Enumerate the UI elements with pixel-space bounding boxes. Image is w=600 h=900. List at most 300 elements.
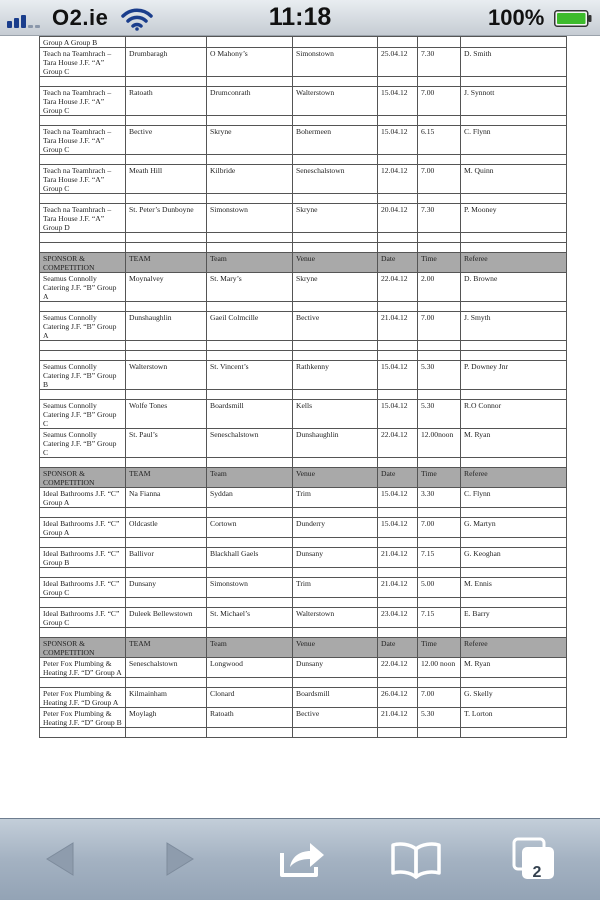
cell-opponent: Seneschalstown [207, 429, 293, 458]
cell-time: 7.00 [418, 688, 461, 708]
empty-cell [293, 628, 378, 638]
cell-venue: Kells [293, 400, 378, 429]
cell-referee: P. Downey Jnr [461, 361, 567, 390]
cell-referee: C. Flynn [461, 488, 567, 508]
header-cell-competition: SPONSOR & COMPETITION [40, 253, 126, 273]
cell-opponent: Boardsmill [207, 400, 293, 429]
back-button[interactable] [30, 833, 90, 885]
empty-cell [378, 538, 418, 548]
cell-referee: M. Quinn [461, 165, 567, 194]
cell-opponent: Blackhall Gaels [207, 548, 293, 568]
empty-cell [461, 243, 567, 253]
cell-opponent: Cortown [207, 518, 293, 538]
empty-cell [293, 568, 378, 578]
empty-cell [126, 116, 207, 126]
table-spacer-row [40, 77, 567, 87]
cell-time: 5.30 [418, 708, 461, 728]
table-row [40, 658, 567, 678]
empty-cell [126, 568, 207, 578]
cell-venue: Rathkenny [293, 361, 378, 390]
cell-team: St. Paul’s [126, 429, 207, 458]
fixtures-table [39, 36, 567, 738]
empty-cell [378, 728, 418, 738]
header-cell-referee: Referee [461, 638, 567, 658]
empty-cell [461, 458, 567, 468]
empty-cell [207, 728, 293, 738]
empty-cell [126, 678, 207, 688]
header-cell-competition: SPONSOR & COMPETITION [40, 638, 126, 658]
cell-time: 6.15 [418, 126, 461, 155]
cell-team: Ratoath [126, 87, 207, 116]
empty-cell [40, 77, 126, 87]
empty-cell [207, 302, 293, 312]
empty-cell [207, 155, 293, 165]
empty-cell [207, 508, 293, 518]
cell-date: 26.04.12 [378, 688, 418, 708]
empty-cell [461, 302, 567, 312]
empty-cell [418, 678, 461, 688]
cell-time: 5.30 [418, 400, 461, 429]
table-row [40, 578, 567, 598]
empty-cell [207, 678, 293, 688]
empty-cell [461, 77, 567, 87]
header-cell-date: Date [378, 638, 418, 658]
empty-cell [418, 233, 461, 243]
cell-team: Seneschalstown [126, 658, 207, 678]
empty-cell [40, 155, 126, 165]
empty-cell [40, 678, 126, 688]
empty-cell [126, 390, 207, 400]
empty-cell [418, 341, 461, 351]
cell-team: Wolfe Tones [126, 400, 207, 429]
cell-competition: Ideal Bathrooms J.F. “C” Group C [40, 608, 126, 628]
table-row [40, 548, 567, 568]
table-row [40, 400, 567, 429]
tab-count-badge: 2 [532, 864, 542, 881]
cell-time: 7.30 [418, 48, 461, 77]
empty-cell [40, 341, 126, 351]
cell-time: 7.00 [418, 87, 461, 116]
cell-time: 7.30 [418, 204, 461, 233]
empty-cell [461, 538, 567, 548]
document-viewer[interactable] [0, 36, 600, 818]
cell-venue: Simonstown [293, 48, 378, 77]
empty-cell [40, 538, 126, 548]
table-spacer-row [40, 458, 567, 468]
cell-competition: Teach na Teamhrach – Tara House J.F. “A” Group C [40, 48, 126, 77]
empty-cell [207, 243, 293, 253]
empty-cell [293, 728, 378, 738]
empty-cell [40, 728, 126, 738]
table-row [40, 488, 567, 508]
empty-cell [461, 728, 567, 738]
table-spacer-row [40, 678, 567, 688]
empty-cell [378, 116, 418, 126]
cell-team: Moynalvey [126, 273, 207, 302]
empty-cell [207, 116, 293, 126]
cell-date: 15.04.12 [378, 488, 418, 508]
empty-cell [293, 351, 378, 361]
empty-cell [378, 390, 418, 400]
empty-cell [378, 678, 418, 688]
table-row [40, 688, 567, 708]
table-spacer-row [40, 568, 567, 578]
empty-cell [126, 77, 207, 87]
empty-cell [207, 598, 293, 608]
table-spacer-row [40, 302, 567, 312]
empty-cell [126, 728, 207, 738]
carrier-name: O2.ie [52, 5, 109, 30]
cell-venue: Trim [293, 488, 378, 508]
empty-cell [418, 351, 461, 361]
empty-cell [293, 458, 378, 468]
cell-referee: J. Smyth [461, 312, 567, 341]
cell-referee: M. Ennis [461, 578, 567, 598]
empty-cell [40, 568, 126, 578]
header-cell-venue: Venue [293, 253, 378, 273]
cell-date: 25.04.12 [378, 48, 418, 77]
empty-cell [378, 598, 418, 608]
empty-cell [207, 351, 293, 361]
cell-opponent [207, 37, 293, 48]
empty-cell [293, 508, 378, 518]
empty-cell [293, 678, 378, 688]
empty-cell [40, 628, 126, 638]
cell-team: Dunsany [126, 578, 207, 598]
table-spacer-row [40, 538, 567, 548]
cell-date: 15.04.12 [378, 87, 418, 116]
empty-cell [126, 538, 207, 548]
empty-cell [461, 598, 567, 608]
cell-date [378, 37, 418, 48]
empty-cell [126, 233, 207, 243]
bookmarks-icon [390, 839, 442, 879]
cell-time: 12.00 noon [418, 658, 461, 678]
table-row [40, 518, 567, 538]
cell-date: 15.04.12 [378, 518, 418, 538]
empty-cell [207, 233, 293, 243]
cell-competition: Ideal Bathrooms J.F. “C” Group A [40, 518, 126, 538]
empty-cell [461, 351, 567, 361]
empty-cell [461, 678, 567, 688]
table-row [40, 708, 567, 728]
table-spacer-row [40, 194, 567, 204]
table-spacer-row [40, 155, 567, 165]
empty-cell [418, 390, 461, 400]
cell-competition: Ideal Bathrooms J.F. “C” Group A [40, 488, 126, 508]
empty-cell [207, 77, 293, 87]
header-cell-date: Date [378, 468, 418, 488]
battery-percentage: 100% [488, 5, 545, 30]
cell-competition: Peter Fox Plumbing & Heating J.F. “D Group A [40, 688, 126, 708]
cell-referee: M. Ryan [461, 429, 567, 458]
empty-cell [126, 243, 207, 253]
table-header-row [40, 253, 567, 273]
table-row [40, 361, 567, 390]
empty-cell [461, 233, 567, 243]
cell-team: Moylagh [126, 708, 207, 728]
empty-cell [418, 458, 461, 468]
cell-competition: Seamus Connolly Catering J.F. “B” Group C [40, 400, 126, 429]
cell-opponent: Longwood [207, 658, 293, 678]
cell-team: Na Fianna [126, 488, 207, 508]
empty-cell [293, 598, 378, 608]
cell-opponent: Simonstown [207, 204, 293, 233]
cell-date: 12.04.12 [378, 165, 418, 194]
cell-venue: Walterstown [293, 87, 378, 116]
cell-competition: Peter Fox Plumbing & Heating J.F. “D” Group B [40, 708, 126, 728]
cell-team: Kilmainham [126, 688, 207, 708]
table-row [40, 273, 567, 302]
cell-competition: Seamus Connolly Catering J.F. “B” Group C [40, 429, 126, 458]
cell-date: 21.04.12 [378, 548, 418, 568]
table-row [40, 48, 567, 77]
header-cell-referee: Referee [461, 253, 567, 273]
cell-referee: G. Keoghan [461, 548, 567, 568]
empty-cell [418, 243, 461, 253]
cell-opponent: Drumconrath [207, 87, 293, 116]
cell-competition: Teach na Teamhrach – Tara House J.F. “A” Group D [40, 204, 126, 233]
cell-team: Bective [126, 126, 207, 155]
empty-cell [461, 390, 567, 400]
empty-cell [461, 508, 567, 518]
cell-referee: D. Browne [461, 273, 567, 302]
empty-cell [378, 351, 418, 361]
empty-cell [207, 390, 293, 400]
table-row [40, 126, 567, 155]
table-row [40, 608, 567, 628]
cell-opponent: Clonard [207, 688, 293, 708]
empty-cell [207, 568, 293, 578]
table-spacer-row [40, 508, 567, 518]
cell-time [418, 37, 461, 48]
empty-cell [40, 351, 126, 361]
cell-date: 21.04.12 [378, 578, 418, 598]
cell-venue: Seneschalstown [293, 165, 378, 194]
empty-cell [378, 628, 418, 638]
empty-cell [40, 194, 126, 204]
empty-cell [378, 458, 418, 468]
table-row [40, 204, 567, 233]
empty-cell [418, 628, 461, 638]
cell-referee: R.O Connor [461, 400, 567, 429]
empty-cell [293, 194, 378, 204]
battery-icon [554, 10, 592, 27]
empty-cell [461, 155, 567, 165]
empty-cell [207, 628, 293, 638]
cell-competition: Group A Group B [40, 37, 126, 48]
empty-cell [378, 243, 418, 253]
empty-cell [378, 341, 418, 351]
cell-time: 5.30 [418, 361, 461, 390]
header-cell-opponent: Team [207, 468, 293, 488]
empty-cell [461, 194, 567, 204]
empty-cell [293, 155, 378, 165]
empty-cell [461, 628, 567, 638]
cell-venue: Bective [293, 708, 378, 728]
cell-time: 7.00 [418, 312, 461, 341]
cell-venue [293, 37, 378, 48]
cell-team: Dunshaughlin [126, 312, 207, 341]
cell-team: St. Peter’s Dunboyne [126, 204, 207, 233]
empty-cell [40, 233, 126, 243]
cell-referee: C. Flynn [461, 126, 567, 155]
header-cell-time: Time [418, 468, 461, 488]
status-bar [0, 0, 600, 36]
header-cell-team: TEAM [126, 253, 207, 273]
empty-cell [378, 568, 418, 578]
cell-referee [461, 37, 567, 48]
empty-cell [207, 194, 293, 204]
cell-venue: Skryne [293, 273, 378, 302]
empty-cell [126, 155, 207, 165]
back-arrow-icon [43, 839, 77, 879]
cell-competition: Ideal Bathrooms J.F. “C” Group C [40, 578, 126, 598]
empty-cell [126, 341, 207, 351]
cell-time: 12.00noon [418, 429, 461, 458]
empty-cell [40, 116, 126, 126]
empty-cell [126, 194, 207, 204]
cell-team [126, 37, 207, 48]
empty-cell [207, 341, 293, 351]
empty-cell [418, 77, 461, 87]
cell-referee: G. Skelly [461, 688, 567, 708]
bookmarks-button[interactable] [386, 833, 446, 885]
cell-venue: Skryne [293, 204, 378, 233]
cell-time: 3.30 [418, 488, 461, 508]
table-spacer-row [40, 341, 567, 351]
forward-button[interactable] [150, 833, 210, 885]
cell-competition: Seamus Connolly Catering J.F. “B” Group B [40, 361, 126, 390]
table-spacer-row [40, 628, 567, 638]
cell-opponent: St. Mary’s [207, 273, 293, 302]
cell-competition: Teach na Teamhrach – Tara House J.F. “A” Group C [40, 165, 126, 194]
empty-cell [461, 341, 567, 351]
cell-team: Ballivor [126, 548, 207, 568]
cell-referee: G. Martyn [461, 518, 567, 538]
browser-toolbar [0, 818, 600, 900]
cell-competition: Seamus Connolly Catering J.F. “B” Group A [40, 312, 126, 341]
cell-opponent: O Mahony’s [207, 48, 293, 77]
cell-venue: Bective [293, 312, 378, 341]
empty-cell [418, 508, 461, 518]
table-spacer-row [40, 233, 567, 243]
empty-cell [461, 116, 567, 126]
empty-cell [418, 568, 461, 578]
cell-referee: T. Lorton [461, 708, 567, 728]
cell-venue: Walterstown [293, 608, 378, 628]
cell-competition: Seamus Connolly Catering J.F. “B” Group A [40, 273, 126, 302]
cell-time: 7.15 [418, 548, 461, 568]
empty-cell [418, 194, 461, 204]
cell-venue: Dunshaughlin [293, 429, 378, 458]
empty-cell [40, 598, 126, 608]
empty-cell [293, 390, 378, 400]
empty-cell [461, 568, 567, 578]
empty-cell [378, 194, 418, 204]
table-spacer-row [40, 351, 567, 361]
empty-cell [378, 233, 418, 243]
empty-cell [293, 77, 378, 87]
cell-date: 15.04.12 [378, 361, 418, 390]
header-cell-venue: Venue [293, 638, 378, 658]
cell-referee: D. Smith [461, 48, 567, 77]
cell-date: 22.04.12 [378, 273, 418, 302]
cell-venue: Boardsmill [293, 688, 378, 708]
empty-cell [378, 155, 418, 165]
cell-competition: Teach na Teamhrach – Tara House J.F. “A” Group C [40, 126, 126, 155]
cell-venue: Dunsany [293, 658, 378, 678]
cell-referee: M. Ryan [461, 658, 567, 678]
forward-arrow-icon [163, 839, 197, 879]
cell-team: Walterstown [126, 361, 207, 390]
cell-referee: P. Mooney [461, 204, 567, 233]
empty-cell [207, 538, 293, 548]
table-spacer-row [40, 116, 567, 126]
cell-team: Meath Hill [126, 165, 207, 194]
cell-date: 22.04.12 [378, 658, 418, 678]
table-row [40, 429, 567, 458]
empty-cell [418, 538, 461, 548]
cell-referee: E. Barry [461, 608, 567, 628]
empty-cell [293, 233, 378, 243]
cell-opponent: Skryne [207, 126, 293, 155]
cell-time: 7.15 [418, 608, 461, 628]
header-cell-competition: SPONSOR & COMPETITION [40, 468, 126, 488]
empty-cell [126, 508, 207, 518]
table-row [40, 165, 567, 194]
table-spacer-row [40, 243, 567, 253]
cell-date: 22.04.12 [378, 429, 418, 458]
cell-team: Oldcastle [126, 518, 207, 538]
table-spacer-row [40, 390, 567, 400]
table-header-row [40, 468, 567, 488]
empty-cell [40, 302, 126, 312]
tabs-button[interactable] [504, 833, 564, 885]
empty-cell [126, 302, 207, 312]
clock: 11:18 [268, 3, 332, 31]
cell-time: 5.00 [418, 578, 461, 598]
empty-cell [418, 302, 461, 312]
empty-cell [126, 351, 207, 361]
empty-cell [126, 628, 207, 638]
empty-cell [378, 77, 418, 87]
cell-opponent: St. Vincent’s [207, 361, 293, 390]
empty-cell [293, 538, 378, 548]
cell-competition: Teach na Teamhrach – Tara House J.F. “A” Group C [40, 87, 126, 116]
empty-cell [378, 302, 418, 312]
empty-cell [418, 155, 461, 165]
cell-date: 21.04.12 [378, 708, 418, 728]
empty-cell [40, 458, 126, 468]
cell-opponent: Syddan [207, 488, 293, 508]
cell-venue: Bohermeen [293, 126, 378, 155]
empty-cell [40, 390, 126, 400]
cell-date: 15.04.12 [378, 126, 418, 155]
header-cell-team: TEAM [126, 468, 207, 488]
cell-team: Drumbaragh [126, 48, 207, 77]
empty-cell [418, 728, 461, 738]
empty-cell [293, 341, 378, 351]
cell-venue: Dunsany [293, 548, 378, 568]
empty-cell [378, 508, 418, 518]
empty-cell [126, 598, 207, 608]
header-cell-time: Time [418, 253, 461, 273]
cell-opponent: Simonstown [207, 578, 293, 598]
cell-team: Duleek Bellewstown [126, 608, 207, 628]
cell-venue: Trim [293, 578, 378, 598]
share-button[interactable] [273, 833, 333, 885]
